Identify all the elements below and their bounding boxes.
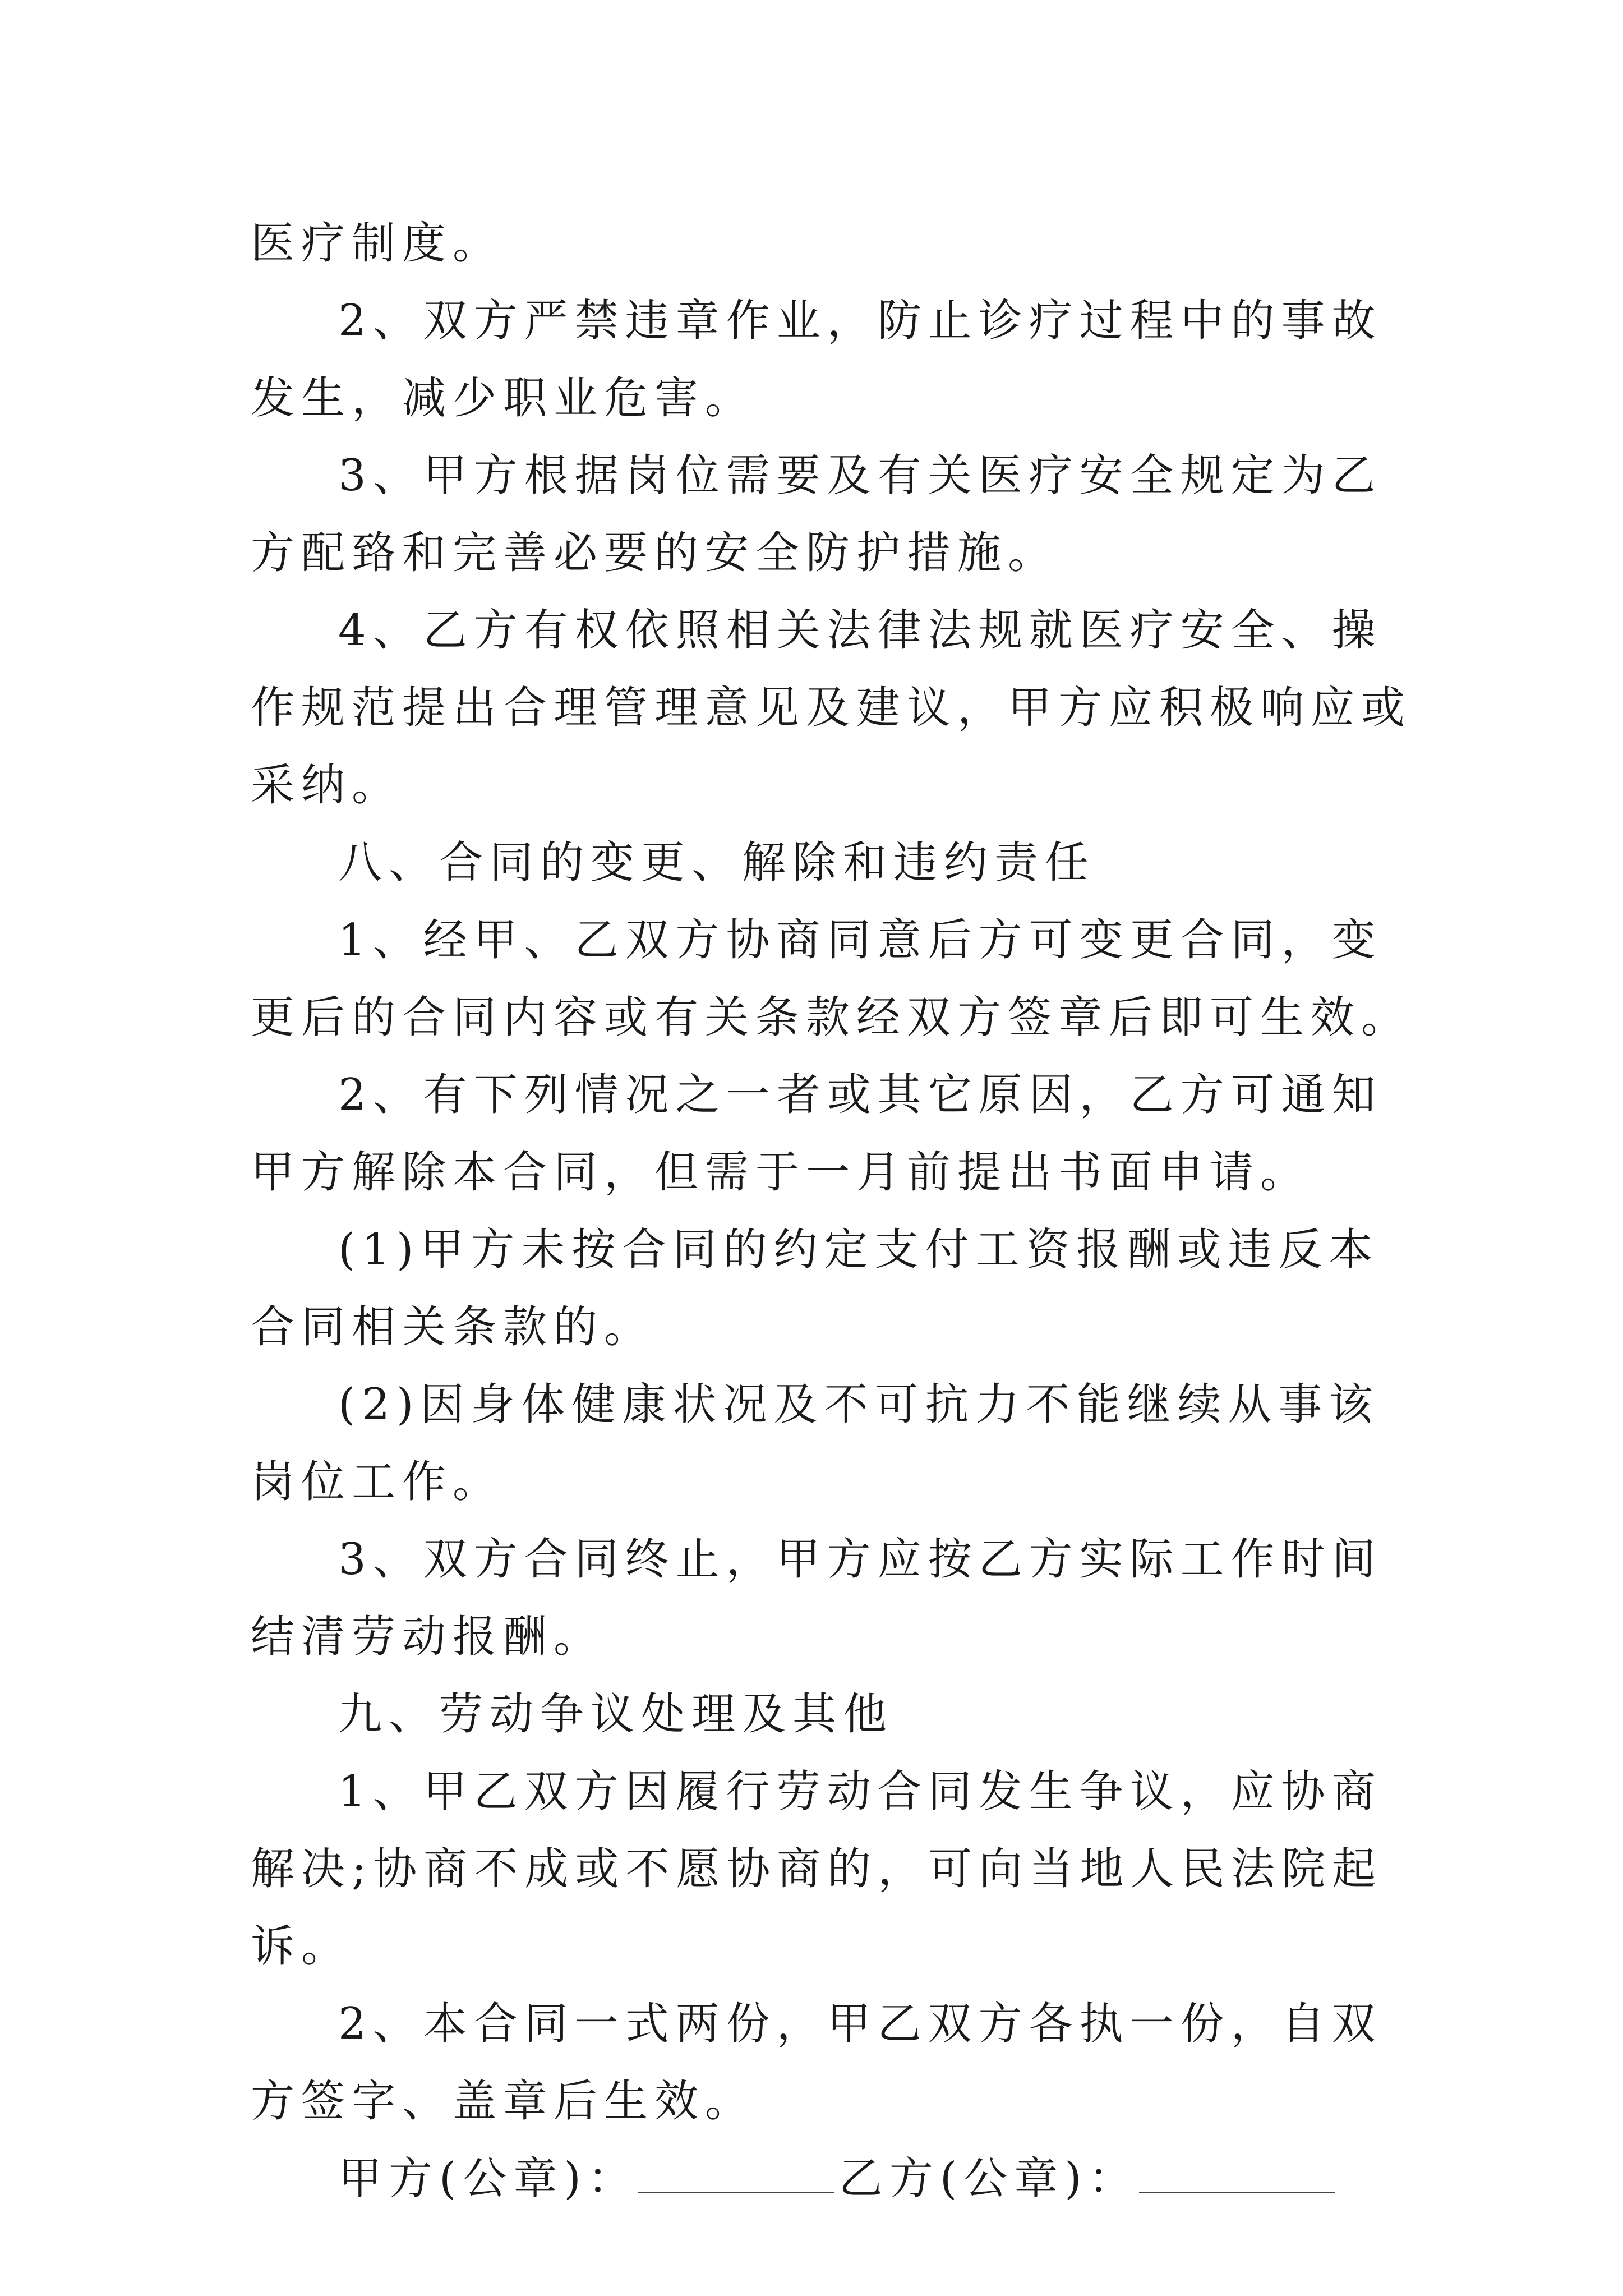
paragraph: 1、甲乙双方因履行劳动合同发生争议，应协商解决;协商不成或不愿协商的，可向当地人民法院起诉。	[251, 1766, 1383, 1972]
section-heading: 九、劳动争议处理及其他	[338, 1689, 894, 1740]
section-heading: 八、合同的变更、解除和违约责任	[338, 838, 1096, 888]
paragraph: 3、双方合同终止，甲方应按乙方实际工作时间结清劳动报酬。	[251, 1534, 1382, 1662]
party-b-label: 乙方(公章)：	[838, 2154, 1139, 2204]
paragraph: 医疗制度。	[251, 218, 504, 269]
party-a-label: 甲方(公章)：	[338, 2154, 638, 2204]
paragraph: 3、甲方根据岗位需要及有关医疗安全规定为乙方配臵和完善必要的安全防护措施。	[251, 450, 1382, 578]
paragraph: (1)甲方未按合同的约定支付工资报酬或违反本合同相关条款的。	[251, 1225, 1380, 1352]
party-b-signature-blank	[1139, 2152, 1335, 2193]
paragraph: 2、有下列情况之一者或其它原因，乙方可通知甲方解除本合同，但需于一月前提出书面申请。	[251, 1070, 1382, 1198]
paragraph: 1、经甲、乙双方协商同意后方可变更合同，变更后的合同内容或有关条款经双方签章后即可生效。	[251, 915, 1412, 1043]
paragraph: 2、本合同一式两份，甲乙双方各执一份，自双方签字、盖章后生效。	[251, 1999, 1382, 2127]
party-a-signature-blank	[638, 2152, 834, 2193]
paragraph: 2、双方严禁违章作业，防止诊疗过程中的事故发生，减少职业危害。	[251, 296, 1382, 424]
document-body	[251, 205, 1417, 2217]
paragraph: 4、乙方有权依照相关法律法规就医疗安全、操作规范提出合理管理意见及建议，甲方应积极响应或采纳。	[251, 605, 1412, 811]
signature-line	[251, 2140, 1417, 2217]
paragraph: (2)因身体健康状况及不可抗力不能继续从事该岗位工作。	[251, 1379, 1380, 1507]
